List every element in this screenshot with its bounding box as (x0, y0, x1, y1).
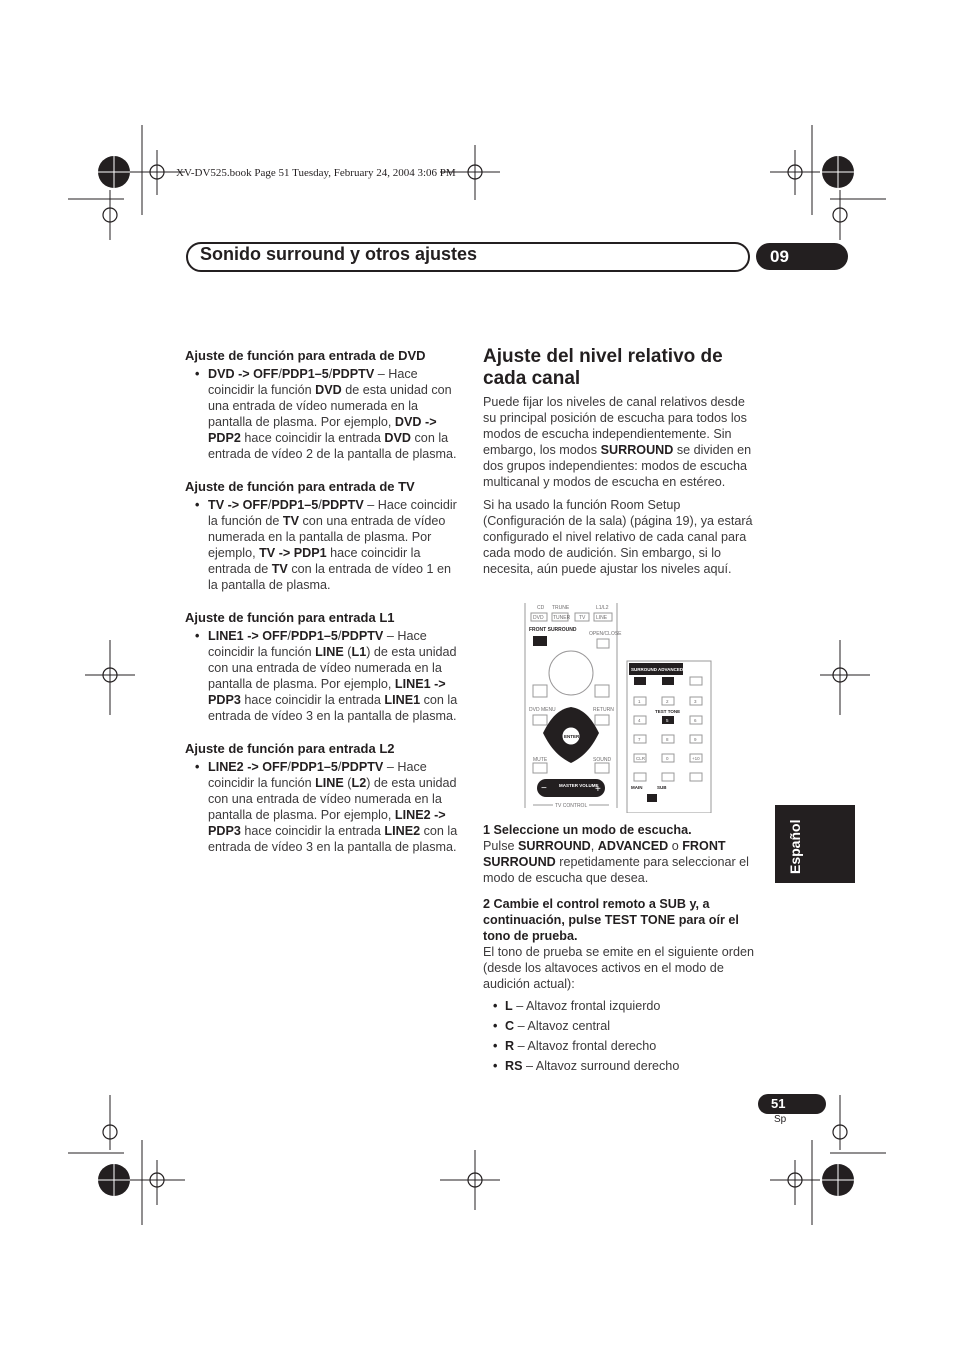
section-heading: Ajuste de función para entrada de DVD (185, 348, 426, 363)
remote-label: OPEN/CLOSE (589, 631, 622, 637)
section-l1 (185, 610, 460, 724)
bullet-item: • LINE1 -> OFF/PDP1–5/PDPTV – Hace coincidir la función LINE (L1) de esta unidad con una entrada de vídeo numerada en la pantalla de plasma. Por ejemplo, LINE1 -> PDP3 hace coincidir la entrada LINE1 con la entrada de vídeo 3 en la pantalla de plasma. (195, 629, 458, 723)
section-dvd (185, 348, 460, 462)
surround-button: SURROUND (631, 667, 658, 672)
number-key: 7 (638, 737, 641, 742)
section-heading: Ajuste de función para entrada L2 (185, 741, 395, 756)
right-column (483, 346, 758, 584)
number-key: CLR (636, 756, 646, 761)
number-key: 9 (694, 737, 697, 742)
chapter-title: Sonido surround y otros ajustes (200, 244, 478, 264)
number-key: 8 (666, 737, 669, 742)
number-key: 1 (638, 699, 641, 704)
section-title: Ajuste del nivel relativo de cada canal (483, 346, 723, 389)
main-label: MAIN (631, 785, 643, 790)
section-l2 (185, 741, 460, 855)
list-item: • R – Altavoz frontal derecho (493, 1039, 657, 1053)
step-2-heading: 2 Cambie el control remoto a SUB y, a continuación, pulse TEST TONE para oír el tono de prueba. (483, 897, 739, 943)
front-surround-button (533, 636, 547, 646)
number-key: 4 (638, 718, 641, 723)
main-sub-switch (647, 794, 657, 802)
number-key: 6 (694, 718, 697, 723)
remote-label: TRUNE (552, 605, 570, 611)
number-key: 5 (666, 718, 669, 723)
section-tv (185, 479, 460, 593)
remote-label: TV CONTROL (555, 803, 588, 809)
master-volume-label: MASTER VOLUME (559, 783, 599, 788)
remote-label: CD (537, 605, 545, 611)
front-surround-label: FRONT SURROUND (529, 627, 577, 633)
bullet-item: • LINE2 -> OFF/PDP1–5/PDPTV – Hace coincidir la función LINE (L2) de esta unidad con una entrada de vídeo numerada en la pantalla de plasma. Por ejemplo, LINE2 -> PDP3 hace coincidir la entrada LINE2 con la entrada de vídeo 3 en la pantalla de plasma. (195, 760, 458, 854)
number-key: 2 (666, 699, 669, 704)
left-column (185, 348, 460, 872)
intro-paragraph: Puede fijar los niveles de canal relativos desde su principal posición de escucha para todos los modos de escucha independientemente. Sin embargo, los modos SURROUND se dividen en dos grupos independientes: modos de escucha multicanal y modos de escucha en estéreo. (483, 395, 752, 489)
steps (483, 822, 758, 1078)
number-key: +10 (692, 756, 700, 761)
remote-label: L1/L2 (596, 605, 609, 611)
sub-label: SUB (657, 785, 667, 790)
remote-button-label: DVD (533, 615, 544, 621)
bullet-item: • DVD -> OFF/PDP1–5/PDPTV – Hace coincidir la función DVD de esta unidad con una entrada de vídeo numerada en la pantalla de plasma. Por ejemplo, DVD -> PDP2 hace coincidir la entrada DVD con la entrada de vídeo 2 de la pantalla de plasma. (195, 367, 457, 461)
chapter-number: 09 (756, 243, 848, 270)
remote-button-label: TV (579, 615, 586, 621)
book-info-line: XV-DV525.book Page 51 Tuesday, February 24, 2004 3:06 PM (176, 167, 456, 179)
remote-label: DVD MENU (529, 707, 556, 713)
section-heading: Ajuste de función para entrada de TV (185, 479, 415, 494)
number-key: 0 (666, 756, 669, 761)
room-setup-paragraph: Si ha usado la función Room Setup (Configuración de la sala) (página 19), ya estará configurado el nivel relativo de cada canal para cada modo de audición. Sin embargo, si lo necesita, aún puede ajustar los niveles aquí. (483, 498, 753, 576)
test-tone-label: TEST TONE (655, 709, 681, 714)
list-item: • RS – Altavoz surround derecho (493, 1059, 680, 1073)
advanced-button: ADVANCED (658, 667, 684, 672)
list-item: • L – Altavoz frontal izquierdo (493, 999, 661, 1013)
page-language: Sp (774, 1114, 787, 1125)
language-tab-text (780, 808, 810, 880)
bullet-item: • TV -> OFF/PDP1–5/PDPTV – Hace coincidir la función de TV con una entrada de vídeo numerada en la pantalla de plasma. Por ejemplo, TV -> PDP1 hace coincidir la entrada de TV con la entrada de vídeo 1 en la pantalla de plasma. (195, 498, 457, 592)
remote-label: MUTE (533, 757, 548, 763)
step-1-body: Pulse SURROUND, ADVANCED o FRONT SURROUND repetidamente para seleccionar el modo de escucha que desea. (483, 839, 749, 885)
page-number: 51 (758, 1094, 826, 1114)
step-1-heading: 1 Seleccione un modo de escucha. (483, 823, 692, 837)
step-2-body: El tono de prueba se emite en el siguiente orden (desde los altavoces activos en el modo de audición actual): (483, 945, 754, 991)
list-item: • C – Altavoz central (493, 1019, 611, 1033)
number-key: 3 (694, 699, 697, 704)
svg-text:Español: Español (787, 819, 803, 874)
svg-text:−: − (541, 783, 547, 794)
enter-button: ENTER (564, 734, 580, 739)
remote-button-label: LINE (596, 615, 608, 621)
speaker-order-list (483, 998, 758, 1074)
svg-text:+: + (595, 784, 601, 795)
remote-button-label: TUNER (553, 615, 571, 621)
section-heading: Ajuste de función para entrada L1 (185, 610, 395, 625)
remote-label: SOUND (593, 757, 612, 763)
remote-label: RETURN (593, 707, 614, 713)
remote-illustration (523, 603, 758, 813)
